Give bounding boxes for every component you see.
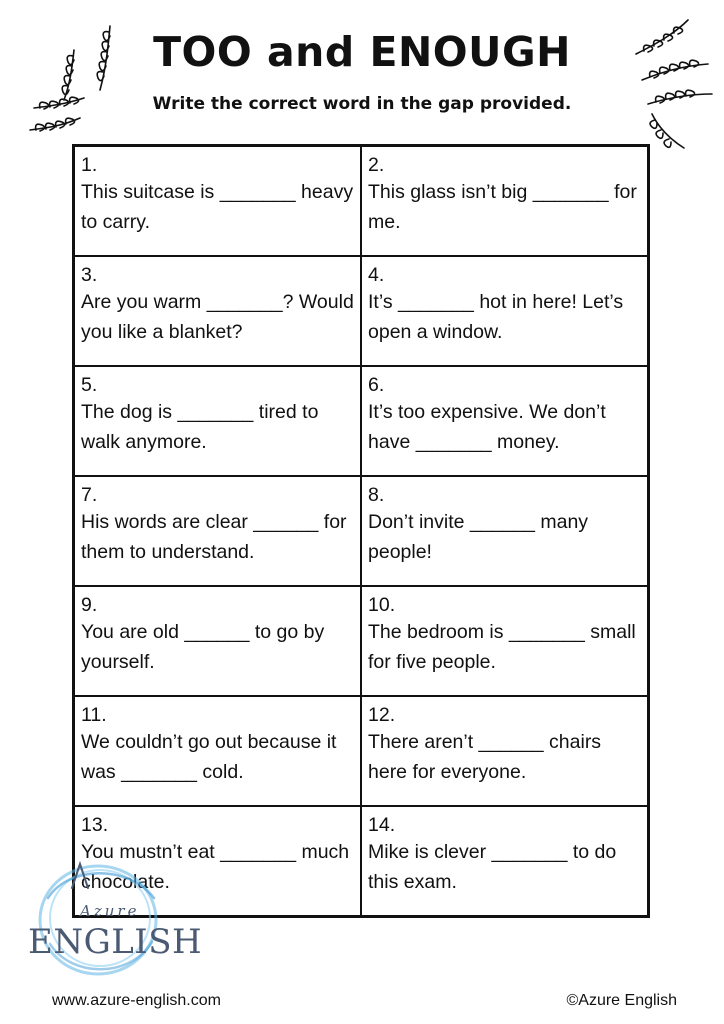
logo-script-text: Azure	[80, 902, 140, 920]
exercise-cell	[361, 806, 648, 916]
exercise-sentence: This glass isn’t big _______ for me.	[368, 181, 637, 233]
exercise-sentence: It’s _______ hot in here! Let’s open a window.	[368, 291, 624, 343]
exercise-number: 6.	[368, 374, 385, 396]
exercise-sentence: Mike is clever _______ to do this exam.	[368, 841, 617, 893]
exercise-sentence: The bedroom is _______ small for five people.	[368, 621, 636, 673]
copyright-text: ©Azure English	[566, 992, 677, 1009]
exercise-cell	[74, 696, 361, 806]
website-link[interactable]: www.azure-english.com	[52, 992, 221, 1009]
page-title: TOO and ENOUGH	[153, 28, 571, 76]
exercise-cell	[74, 366, 361, 476]
exercise-cell	[74, 586, 361, 696]
exercise-number: 12.	[368, 704, 396, 726]
exercise-cell	[361, 146, 648, 256]
exercise-number: 7.	[81, 484, 98, 506]
exercise-number: 9.	[81, 594, 98, 616]
exercise-sentence: You mustn’t eat _______ much chocolate.	[81, 841, 350, 893]
exercise-cell	[361, 366, 648, 476]
exercise-sentence: Are you warm _______? Would you like a blanket?	[81, 291, 354, 343]
exercise-cell	[74, 256, 361, 366]
exercise-cell	[361, 256, 648, 366]
exercise-number: 2.	[368, 154, 385, 176]
exercise-number: 1.	[81, 154, 98, 176]
exercise-number: 14.	[368, 814, 396, 836]
exercise-cell	[361, 586, 648, 696]
exercise-number: 13.	[81, 814, 109, 836]
exercise-cell	[74, 146, 361, 256]
exercise-sentence: Don’t invite ______ many people!	[368, 511, 589, 563]
exercise-sentence: You are old ______ to go by yourself.	[81, 621, 325, 673]
exercise-sentence: This suitcase is _______ heavy to carry.	[81, 181, 354, 233]
exercise-number: 8.	[368, 484, 385, 506]
exercise-cell	[361, 696, 648, 806]
azure-english-logo	[28, 858, 203, 988]
exercise-cell	[74, 476, 361, 586]
instructions: Write the correct word in the gap provided.	[152, 94, 572, 114]
exercise-grid	[72, 144, 650, 918]
exercise-sentence: It’s too expensive. We don’t have _______ money.	[368, 401, 606, 453]
exercise-sentence: We couldn’t go out because it was _______ cold.	[81, 731, 337, 783]
logo-wordmark: ENGLISH	[28, 922, 203, 962]
exercise-sentence: The dog is _______ tired to walk anymore.	[81, 401, 319, 453]
exercise-sentence: There aren’t ______ chairs here for everyone.	[368, 731, 602, 783]
exercise-sentence: His words are clear ______ for them to understand.	[81, 511, 347, 563]
exercise-number: 4.	[368, 264, 385, 286]
exercise-number: 3.	[81, 264, 98, 286]
exercise-cell	[361, 476, 648, 586]
exercise-number: 10.	[368, 594, 396, 616]
exercise-number: 11.	[81, 704, 107, 726]
exercise-number: 5.	[81, 374, 98, 396]
